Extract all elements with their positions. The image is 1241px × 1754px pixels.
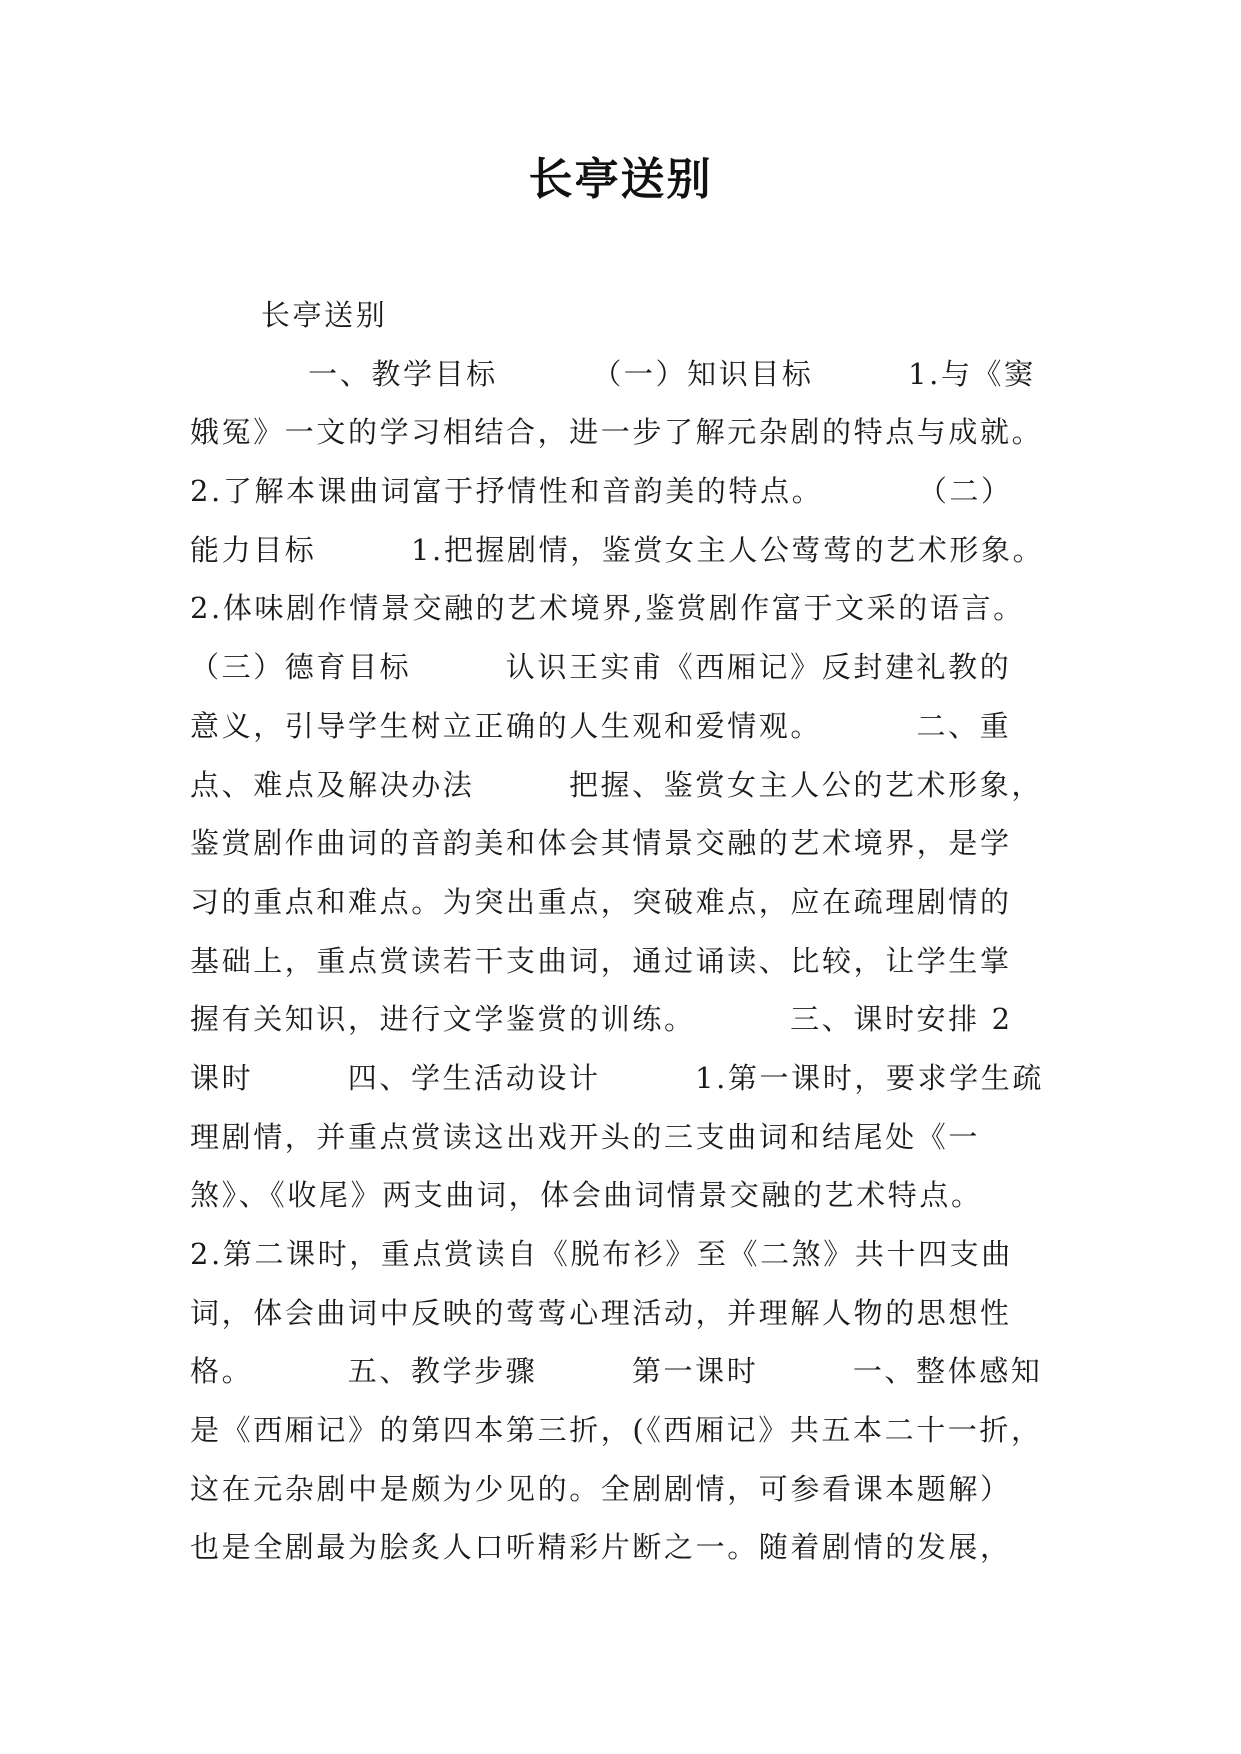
document-title: 长亭送别 (528, 154, 713, 205)
text-line: 煞》、《收尾》两支曲词，体会曲词情景交融的艺术特点。 (190, 1178, 983, 1213)
text-line: （三）德育目标 认识王实甫《西厢记》反封建礼教的 (190, 650, 1012, 685)
document-body (190, 286, 1060, 1577)
text-line: 握有关知识，进行文学鉴赏的训练。 三、课时安排 2 (190, 1002, 1013, 1037)
text-line: 娥冤》一文的学习相结合，进一步了解元杂剧的特点与成就。 (190, 415, 1044, 450)
text-line: 鉴赏剧作曲词的音韵美和体会其情景交融的艺术境界，是学 (190, 826, 1012, 861)
text-line: 基础上，重点赏读若干支曲词，通过诵读、比较，让学生掌 (190, 943, 1012, 978)
text-line: 长亭送别 (190, 298, 388, 332)
text-line: 2.第二课时，重点赏读自《脱布衫》至《二煞》共十四支曲 (190, 1237, 1013, 1271)
text-line: 课时 四、学生活动设计 1.第一课时，要求学生疏 (190, 1060, 1044, 1095)
text-line: 也是全剧最为脍炙人口听精彩片断之一。随着剧情的发展， (190, 1530, 1012, 1565)
text-line: 能力目标 1.把握剧情，鉴赏女主人公莺莺的艺术形象。 (190, 532, 1045, 567)
text-line: 一、教学目标 （一）知识目标 1.与《窦 (190, 356, 1036, 391)
text-line: 2.了解本课曲词富于抒情性和音韵美的特点。 （二） (190, 474, 1013, 509)
text-line: 习的重点和难点。为突出重点，突破难点，应在疏理剧情的 (190, 884, 1012, 919)
text-line: 理剧情，并重点赏读这出戏开头的三支曲词和结尾处《一 (190, 1119, 981, 1154)
text-line: 这在元杂剧中是颇为少见的。全剧剧情，可参看课本题解） (190, 1471, 1012, 1506)
text-line: 点、难点及解决办法 把握、鉴赏女主人公的艺术形象， (190, 767, 1043, 802)
text-line: 词，体会曲词中反映的莺莺心理活动，并理解人物的思想性 (190, 1295, 1012, 1330)
text-line: 格。 五、教学步骤 第一课时 一、整体感知 (190, 1354, 1043, 1389)
text-line: 2.体味剧作情景交融的艺术境界,鉴赏剧作富于文采的语言。 (190, 591, 1025, 626)
text-line: 是《西厢记》的第四本第三折，(《西厢记》共五本二十一折， (190, 1413, 1043, 1448)
text-line: 意义，引导学生树立正确的人生观和爱情观。 二、重 (190, 708, 1012, 743)
